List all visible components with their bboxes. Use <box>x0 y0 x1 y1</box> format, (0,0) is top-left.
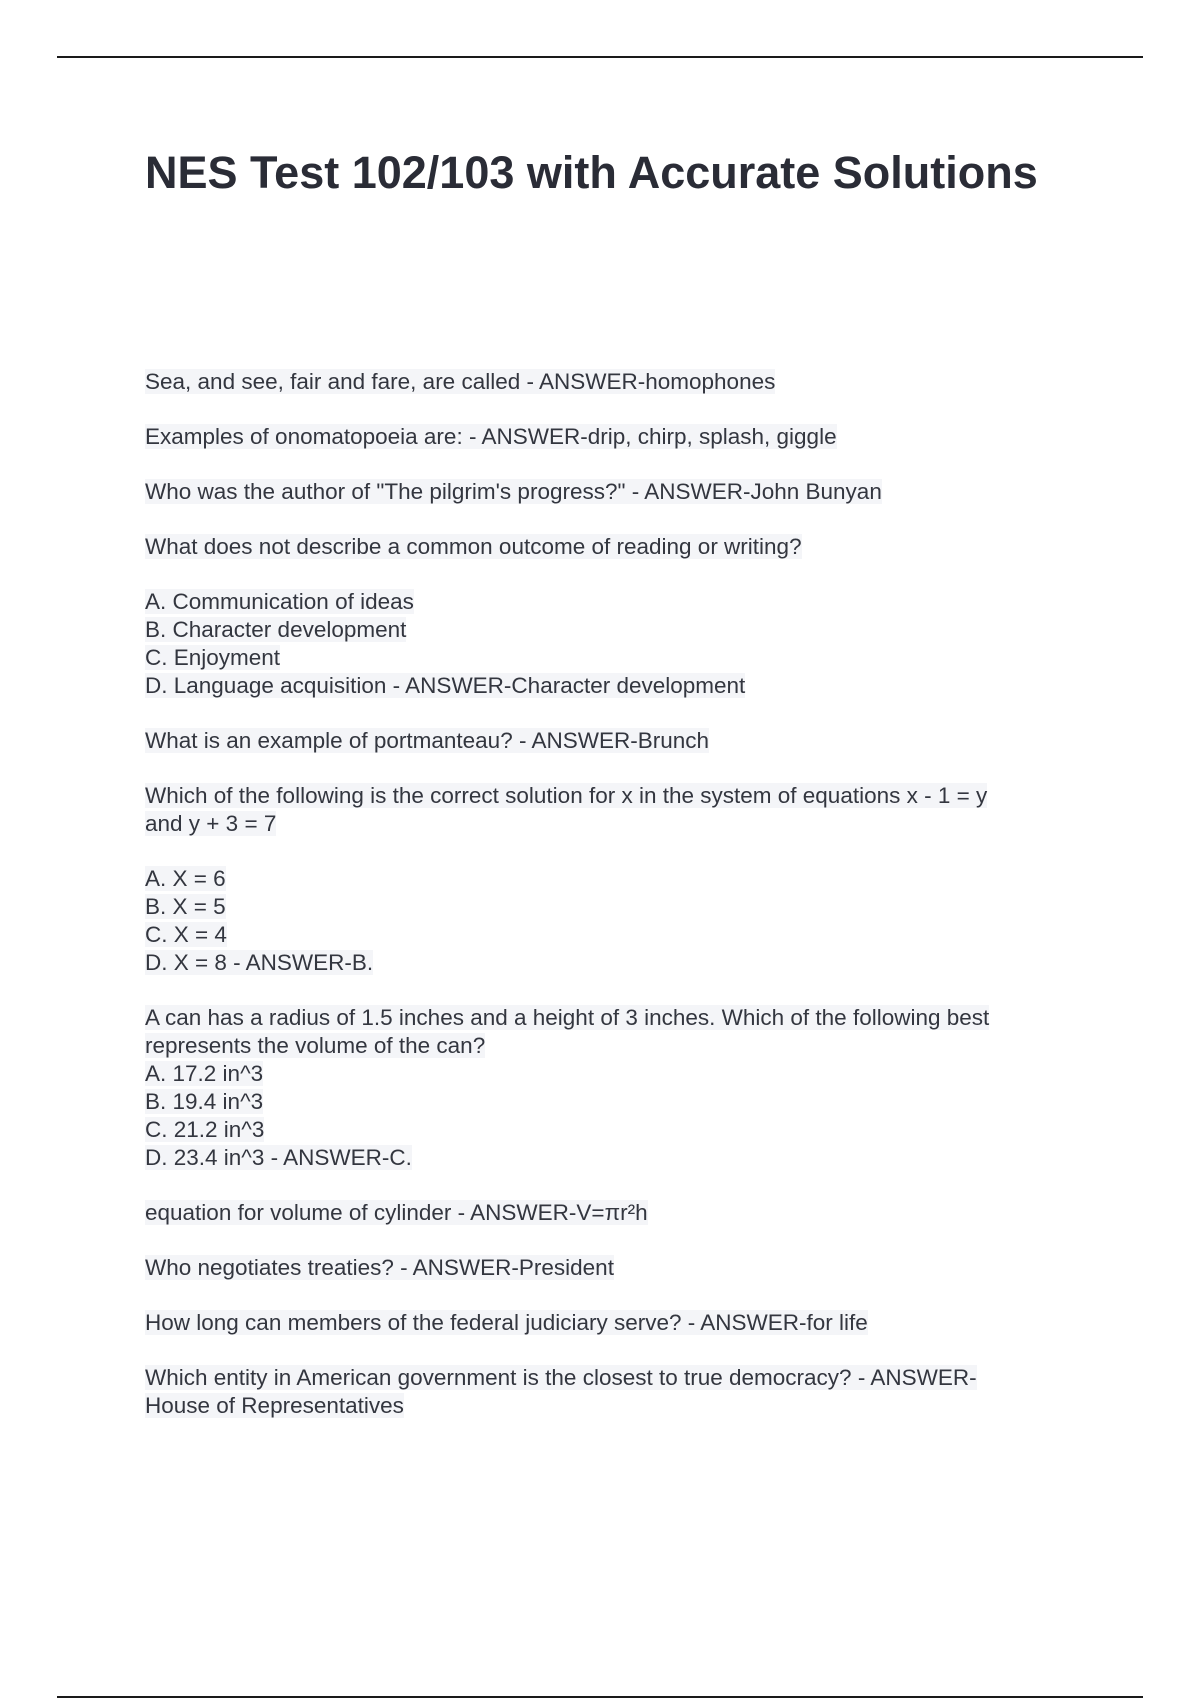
qa-item <box>145 1199 1065 1227</box>
qa-line: A. 17.2 in^3 <box>145 1061 264 1086</box>
qa-item <box>145 1004 1065 1172</box>
qa-item <box>145 423 1065 451</box>
qa-line: What is an example of portmanteau? - ANSWER-Brunch <box>145 728 709 753</box>
bottom-rule <box>57 1696 1143 1698</box>
qa-item <box>145 1254 1065 1282</box>
qa-item <box>145 727 1065 755</box>
qa-line: A can has a radius of 1.5 inches and a height of 3 inches. Which of the following best <box>145 1005 990 1030</box>
qa-line: D. 23.4 in^3 - ANSWER-C. <box>145 1145 412 1170</box>
qa-line: A. X = 6 <box>145 866 226 891</box>
qa-line: C. Enjoyment <box>145 645 281 670</box>
document-title: NES Test 102/103 with Accurate Solutions <box>145 147 1038 198</box>
qa-line: Which entity in American government is the closest to true democracy? - ANSWER- <box>145 1365 977 1390</box>
qa-line: B. X = 5 <box>145 894 226 919</box>
qa-item <box>145 478 1065 506</box>
qa-line: D. Language acquisition - ANSWER-Character development <box>145 673 746 698</box>
qa-line: equation for volume of cylinder - ANSWER-V=πr²h <box>145 1200 648 1225</box>
qa-item-options <box>145 588 1065 700</box>
qa-line: Who negotiates treaties? - ANSWER-President <box>145 1255 614 1280</box>
qa-line: How long can members of the federal judiciary serve? - ANSWER-for life <box>145 1310 868 1335</box>
qa-line: and y + 3 = 7 <box>145 811 277 836</box>
qa-item <box>145 782 1065 838</box>
top-rule <box>57 56 1143 58</box>
qa-line: What does not describe a common outcome of reading or writing? <box>145 534 802 559</box>
qa-line: D. X = 8 - ANSWER-B. <box>145 950 374 975</box>
qa-line: represents the volume of the can? <box>145 1033 486 1058</box>
qa-line: Who was the author of "The pilgrim's progress?" - ANSWER-John Bunyan <box>145 479 882 504</box>
qa-item-options <box>145 865 1065 977</box>
qa-line: Which of the following is the correct solution for x in the system of equations x - 1 = y <box>145 783 988 808</box>
qa-line: Examples of onomatopoeia are: - ANSWER-drip, chirp, splash, giggle <box>145 424 837 449</box>
qa-line: B. Character development <box>145 617 407 642</box>
qa-line: C. X = 4 <box>145 922 227 947</box>
qa-item <box>145 1309 1065 1337</box>
qa-item <box>145 533 1065 561</box>
qa-line: C. 21.2 in^3 <box>145 1117 265 1142</box>
qa-line: B. 19.4 in^3 <box>145 1089 264 1114</box>
qa-line: House of Representatives <box>145 1393 404 1418</box>
qa-line: A. Communication of ideas <box>145 589 414 614</box>
qa-item <box>145 1364 1065 1420</box>
qa-line: Sea, and see, fair and fare, are called - ANSWER-homophones <box>145 369 776 394</box>
qa-item <box>145 368 1065 396</box>
document-body <box>145 368 1065 1447</box>
